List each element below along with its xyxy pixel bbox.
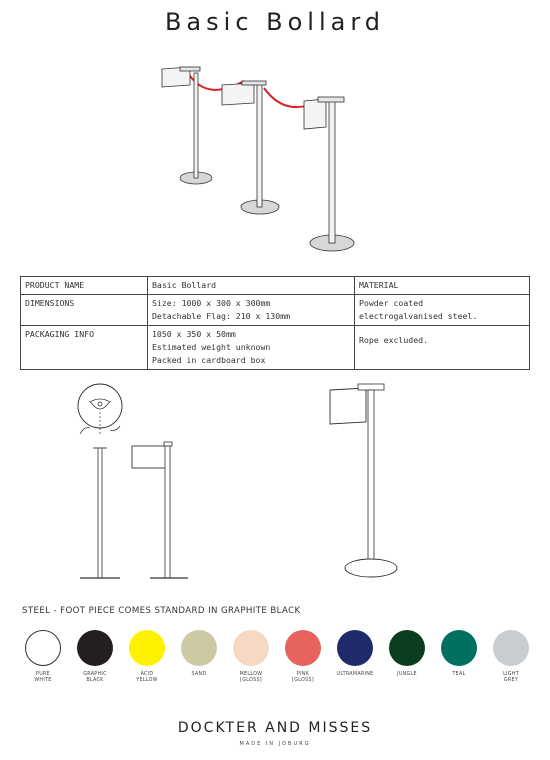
- material-label: MATERIAL: [355, 277, 530, 295]
- swatch-label: GRAPHIC BLACK: [83, 672, 107, 683]
- swatch-jungle: [386, 630, 428, 678]
- rope-note-cell: [355, 326, 530, 370]
- swatch-circle: [441, 630, 477, 666]
- swatch-label: TEAL: [452, 672, 466, 677]
- packaging-value: [148, 326, 355, 370]
- dimensions-label: DIMENSIONS: [21, 295, 148, 326]
- bollards-illustration: [140, 55, 370, 270]
- brand-tagline: MADE IN JOBURG: [239, 741, 311, 747]
- swatch-teal: [438, 630, 480, 678]
- table-row: [21, 295, 530, 326]
- swatch-label: SAND: [191, 672, 207, 677]
- swatch-circle: [181, 630, 217, 666]
- swatch-sand: [178, 630, 220, 678]
- swatch-graphic-black: [74, 630, 116, 684]
- dimensions-size: Size: 1000 x 300 x 300mm: [152, 298, 271, 308]
- swatch-circle: [337, 630, 373, 666]
- product-name-value: Basic Bollard: [148, 277, 355, 295]
- packaging-line: 1050 x 350 x 50mm: [152, 329, 236, 339]
- side-view-drawing: [80, 448, 120, 578]
- rope-note: Rope excluded.: [359, 335, 429, 345]
- perspective-drawing: [330, 384, 397, 577]
- dimensions-value: [148, 295, 355, 326]
- swatch-circle: [77, 630, 113, 666]
- swatch-pink: [282, 630, 324, 684]
- swatch-label: PURE WHITE: [34, 672, 52, 683]
- color-swatches: [22, 630, 534, 700]
- material-line: electrogalvanised steel.: [359, 311, 478, 321]
- swatch-circle: [285, 630, 321, 666]
- swatch-label: ACID YELLOW: [136, 672, 158, 683]
- dimensions-flag: Detachable Flag: 210 x 130mm: [152, 311, 291, 321]
- swatch-pure-white: [22, 630, 64, 684]
- swatch-label: PINK [GLOSS]: [292, 672, 314, 683]
- swatch-label: JUNGLE: [397, 672, 417, 677]
- swatch-circle: [233, 630, 269, 666]
- top-view-drawing: [78, 384, 122, 436]
- table-row: [21, 277, 530, 295]
- swatch-circle: [129, 630, 165, 666]
- swatch-label: MELLOW [GLOSS]: [239, 672, 263, 683]
- product-name-label: PRODUCT NAME: [21, 277, 148, 295]
- swatch-acid-yellow: [126, 630, 168, 684]
- swatch-mellow: [230, 630, 272, 684]
- brand-logo: DOCKTER AND MISSES: [177, 720, 373, 736]
- packaging-label: PACKAGING INFO: [21, 326, 148, 370]
- spec-table: [20, 276, 530, 370]
- swatch-ultramarine: [334, 630, 376, 678]
- table-row: [21, 326, 530, 370]
- page-title: Basic Bollard: [164, 8, 386, 36]
- packaging-line: Packed in cardboard box: [152, 355, 266, 365]
- swatch-label: ULTRAMARINE: [336, 672, 374, 677]
- technical-drawings: [60, 378, 420, 588]
- swatch-circle: [25, 630, 61, 666]
- material-value: [355, 295, 530, 326]
- packaging-line: Estimated weight unknown: [152, 342, 271, 352]
- swatch-circle: [493, 630, 529, 666]
- swatch-light-grey: [490, 630, 532, 684]
- swatch-circle: [389, 630, 425, 666]
- swatch-label: LIGHT GREY: [503, 672, 519, 683]
- material-line: Powder coated: [359, 298, 424, 308]
- colors-heading: STEEL - FOOT PIECE COMES STANDARD IN GRAPHITE BLACK: [22, 606, 301, 616]
- flag-side-view-drawing: [132, 442, 188, 578]
